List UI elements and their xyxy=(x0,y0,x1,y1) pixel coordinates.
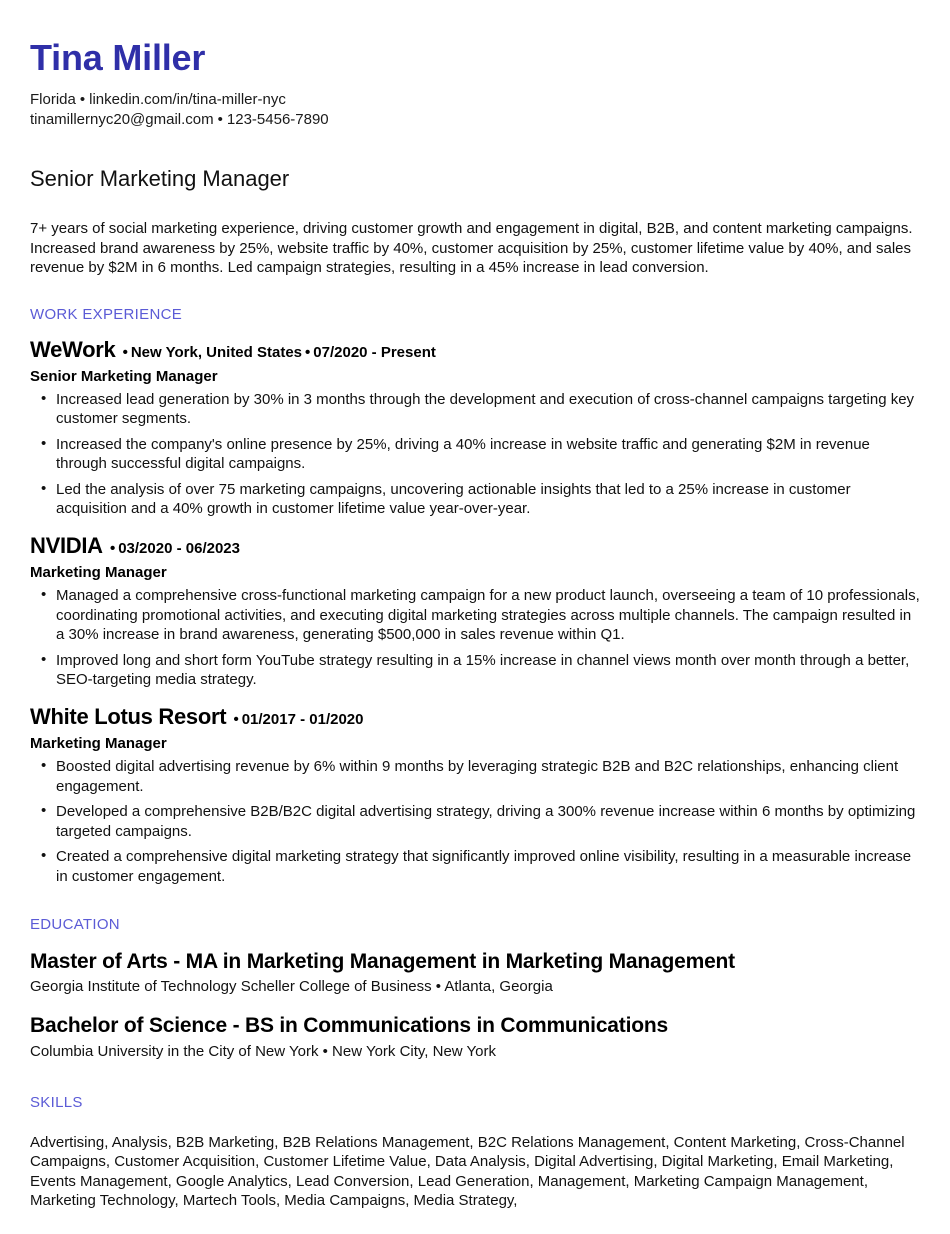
section-work-experience xyxy=(30,306,920,887)
page-title: Tina Miller xyxy=(30,37,206,78)
education-entry xyxy=(30,949,920,997)
experience-bullet: • Led the analysis of over 75 marketing campaigns, uncovering actionable insights that led to a 25% increase in customer acquisition and a 40% growth in customer lifetime value year-over-year. xyxy=(30,480,920,519)
experience-bullet: • Increased the company's online presence by 25%, driving a 40% increase in website traffic and generating $2M in revenue through successful digital campaigns. xyxy=(30,435,920,474)
professional-headline: Senior Marketing Manager xyxy=(30,165,290,191)
resume-header xyxy=(30,0,920,131)
experience-meta xyxy=(103,540,240,557)
experience-headline xyxy=(30,337,920,362)
experience-meta xyxy=(226,711,363,728)
meta-separator-icon: • xyxy=(233,710,239,728)
contact-separator-icon: • xyxy=(217,111,223,129)
experience-bullet-list xyxy=(30,757,920,886)
experience-entry xyxy=(30,337,920,519)
experience-job-title: Marketing Manager xyxy=(30,735,167,753)
meta-separator-icon: • xyxy=(122,343,128,361)
contact-location: Florida xyxy=(30,90,76,108)
experience-company: NVIDIA xyxy=(30,532,103,558)
skills-list: Advertising, Analysis, B2B Marketing, B2B Relations Management, B2C Relations Management, Content Marketing, Cross-Channel Campaigns, Customer Acquisition, Customer Lifetime Value, Data Analysis, Digital Advertising, Digital Marketing, Email Marketing, Events Management, Google Analytics, Lead Conversion, Lead Generation, Management, Marketing Campaign Management, Marketing Technology, Martech Tools, Media Campaigns, Media Strategy, xyxy=(30,1133,905,1210)
experience-entry xyxy=(30,533,920,690)
section-skills xyxy=(30,1094,920,1211)
experience-entry xyxy=(30,704,920,886)
experience-bullet-list xyxy=(30,390,920,519)
contact-linkedin[interactable]: linkedin.com/in/tina-miller-nyc xyxy=(89,90,286,108)
experience-company: WeWork xyxy=(30,336,116,362)
section-heading-education: EDUCATION xyxy=(30,916,120,934)
experience-bullet: • Created a comprehensive digital marketing strategy that significantly improved online visibility, resulting in a measurable increase in customer engagement. xyxy=(30,847,920,886)
experience-job-title: Marketing Manager xyxy=(30,564,167,582)
experience-bullet: • Increased lead generation by 30% in 3 months through the development and execution of cross-channel campaigns targeting key customer segments. xyxy=(30,390,920,429)
contact-line-location xyxy=(30,90,920,111)
professional-summary: 7+ years of social marketing experience, driving customer growth and engagement in digital, B2B, and content marketing campaigns. Increased brand awareness by 25%, website traffic by 40%, customer acquisition by 25%, customer lifetime value by 40%, and sales revenue by $2M in 6 months. Led campaign strategies, resulting in a 45% increase in lead conversion. xyxy=(30,220,913,277)
education-school-line: Columbia University in the City of New York • New York City, New York xyxy=(30,1042,496,1060)
meta-separator-icon: • xyxy=(305,343,311,361)
experience-headline xyxy=(30,533,920,558)
section-heading-skills: SKILLS xyxy=(30,1093,83,1111)
experience-meta xyxy=(115,344,435,361)
experience-bullet: • Boosted digital advertising revenue by 6% within 9 months by leveraging strategic B2B and B2C relationships, enhancing client engagement. xyxy=(30,757,920,796)
experience-job-title: Senior Marketing Manager xyxy=(30,367,218,385)
contact-line-email xyxy=(30,110,920,131)
contact-separator-icon: • xyxy=(79,90,86,108)
experience-bullet-list xyxy=(30,586,920,690)
experience-bullet: • Developed a comprehensive B2B/B2C digital advertising strategy, driving a 300% revenue increase within 6 months by optimizing targeted campaigns. xyxy=(30,802,920,841)
experience-headline xyxy=(30,704,920,729)
section-heading-work-experience: WORK EXPERIENCE xyxy=(30,305,183,323)
education-degree: Bachelor of Science - BS in Communications in Communications xyxy=(30,1014,668,1038)
contact-phone[interactable]: 123-5456-7890 xyxy=(226,111,329,129)
experience-bullet: • Improved long and short form YouTube strategy resulting in a 15% increase in channel views month over month through a better, SEO-targeting media strategy. xyxy=(30,651,920,690)
education-school-line: Georgia Institute of Technology Scheller College of Business • Atlanta, Georgia xyxy=(30,978,553,996)
experience-dates: 01/2017 - 01/2020 xyxy=(241,710,364,728)
education-entry xyxy=(30,1013,920,1061)
education-degree: Master of Arts - MA in Marketing Management in Marketing Management xyxy=(30,950,735,974)
meta-separator-icon: • xyxy=(109,539,116,557)
experience-dates: 07/2020 - Present xyxy=(313,343,436,361)
experience-location: New York, United States xyxy=(130,343,303,361)
contact-email[interactable]: tinamillernyc20@gmail.com xyxy=(30,111,214,129)
experience-dates: 03/2020 - 06/2023 xyxy=(118,539,240,557)
experience-company: White Lotus Resort xyxy=(30,703,227,729)
experience-bullet: • Managed a comprehensive cross-functional marketing campaign for a new product launch, overseeing a team of 10 professionals, coordinating promotional activities, and executing digital marketing strategies across multiple channels. The campaign resulted in a 30% increase in brand awareness, generating $500,000 in sales revenue within Q1. xyxy=(30,586,920,645)
section-education xyxy=(30,916,920,1061)
